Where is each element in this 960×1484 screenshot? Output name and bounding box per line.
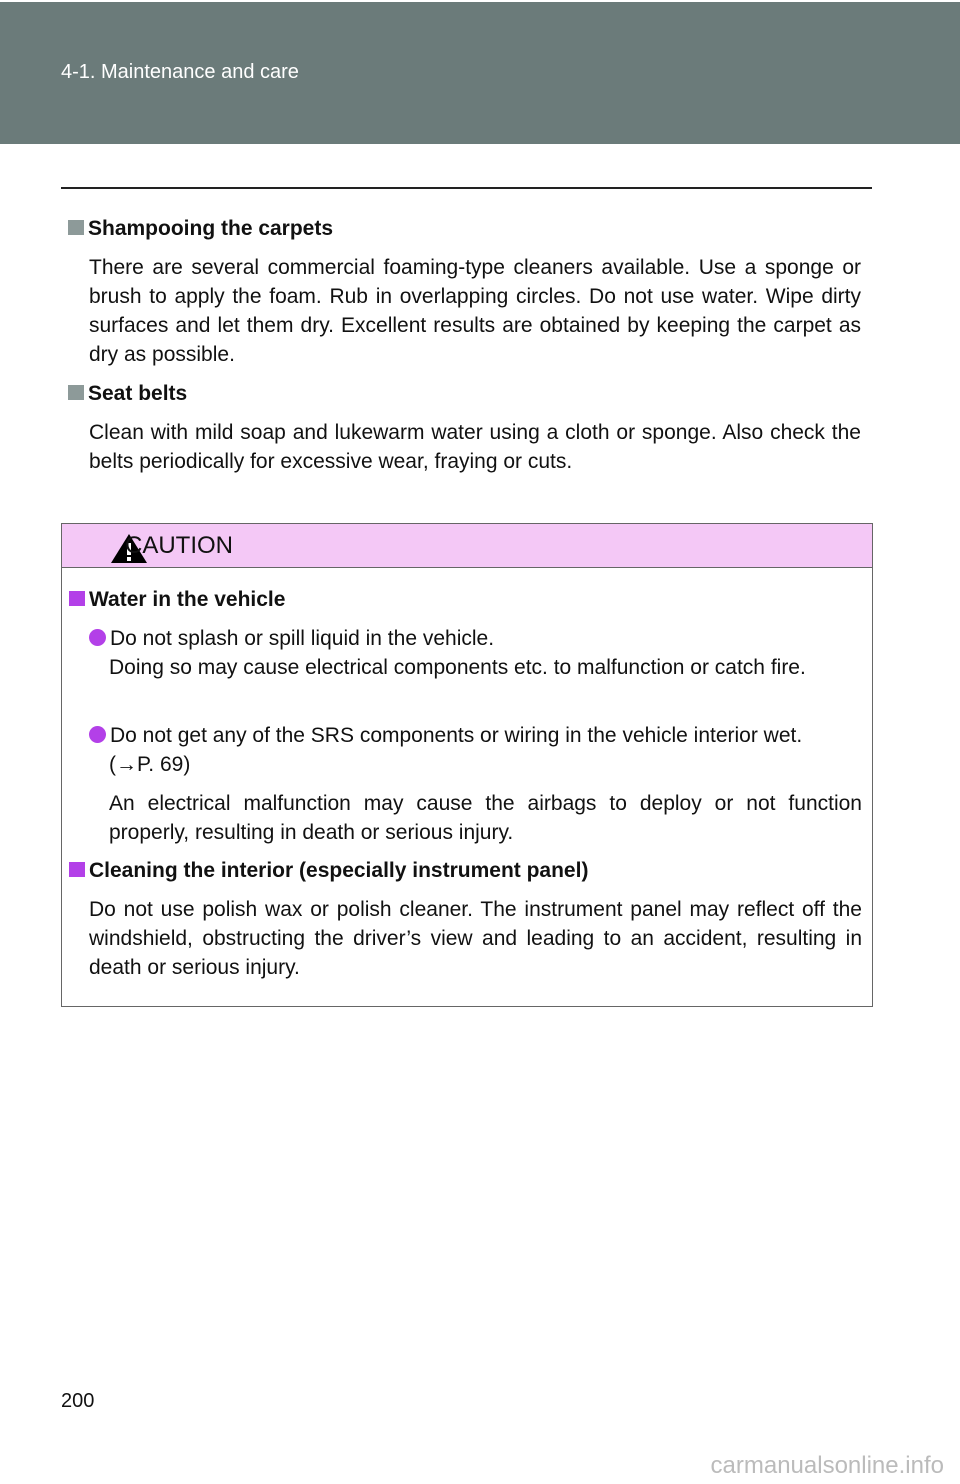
- paragraph-seat-belts: Clean with mild soap and lukewarm water using a cloth or sponge. Also check the belts periodically for excessive wear, fraying or cuts.: [89, 421, 861, 473]
- bullet-item: Do not splash or spill liquid in the vehicle.: [89, 627, 494, 651]
- heading-water: Water in the vehicle: [69, 588, 285, 612]
- page-reference[interactable]: (→P. 69): [109, 753, 191, 776]
- paragraph-cleaning-interior: Do not use polish wax or polish cleaner. The instrument panel may reflect off the windshield, obstructing the driver’s view and leading to an accident, resulting in death or serious injury.: [89, 898, 862, 979]
- heading-cleaning-interior: Cleaning the interior (especially instrument panel): [69, 859, 588, 883]
- divider: [61, 187, 872, 189]
- square-bullet-icon: [69, 862, 85, 877]
- caution-header: [62, 524, 872, 568]
- square-bullet-icon: [68, 385, 84, 400]
- watermark: carmanualsonline.info: [710, 1452, 944, 1479]
- heading-seat-belts: Seat belts: [68, 382, 187, 406]
- bullet-text: Doing so may cause electrical components etc. to malfunction or catch fire.: [109, 656, 806, 679]
- bullet-text: An electrical malfunction may cause the airbags to deploy or not function properly, resulting in death or serious injury.: [109, 792, 862, 844]
- page-number: 200: [61, 1390, 95, 1412]
- circle-bullet-icon: [89, 629, 106, 646]
- heading-shampooing: Shampooing the carpets: [68, 217, 333, 241]
- section-header: [0, 2, 960, 144]
- paragraph-shampooing: There are several commercial foaming-type cleaners available. Use a sponge or brush to apply the foam. Rub in overlapping circles. Do not use water. Wipe dirty surfaces and let them dry. Excellent results are obtained by keeping the carpet as dry as possible.: [89, 256, 861, 366]
- circle-bullet-icon: [89, 726, 106, 743]
- caution-label: CAUTION: [125, 532, 233, 559]
- bullet-item: Do not get any of the SRS components or wiring in the vehicle interior wet.: [89, 724, 802, 748]
- square-bullet-icon: [69, 591, 85, 606]
- square-bullet-icon: [68, 220, 84, 235]
- section-title: 4-1. Maintenance and care: [61, 61, 299, 83]
- caution-box: [61, 523, 873, 1007]
